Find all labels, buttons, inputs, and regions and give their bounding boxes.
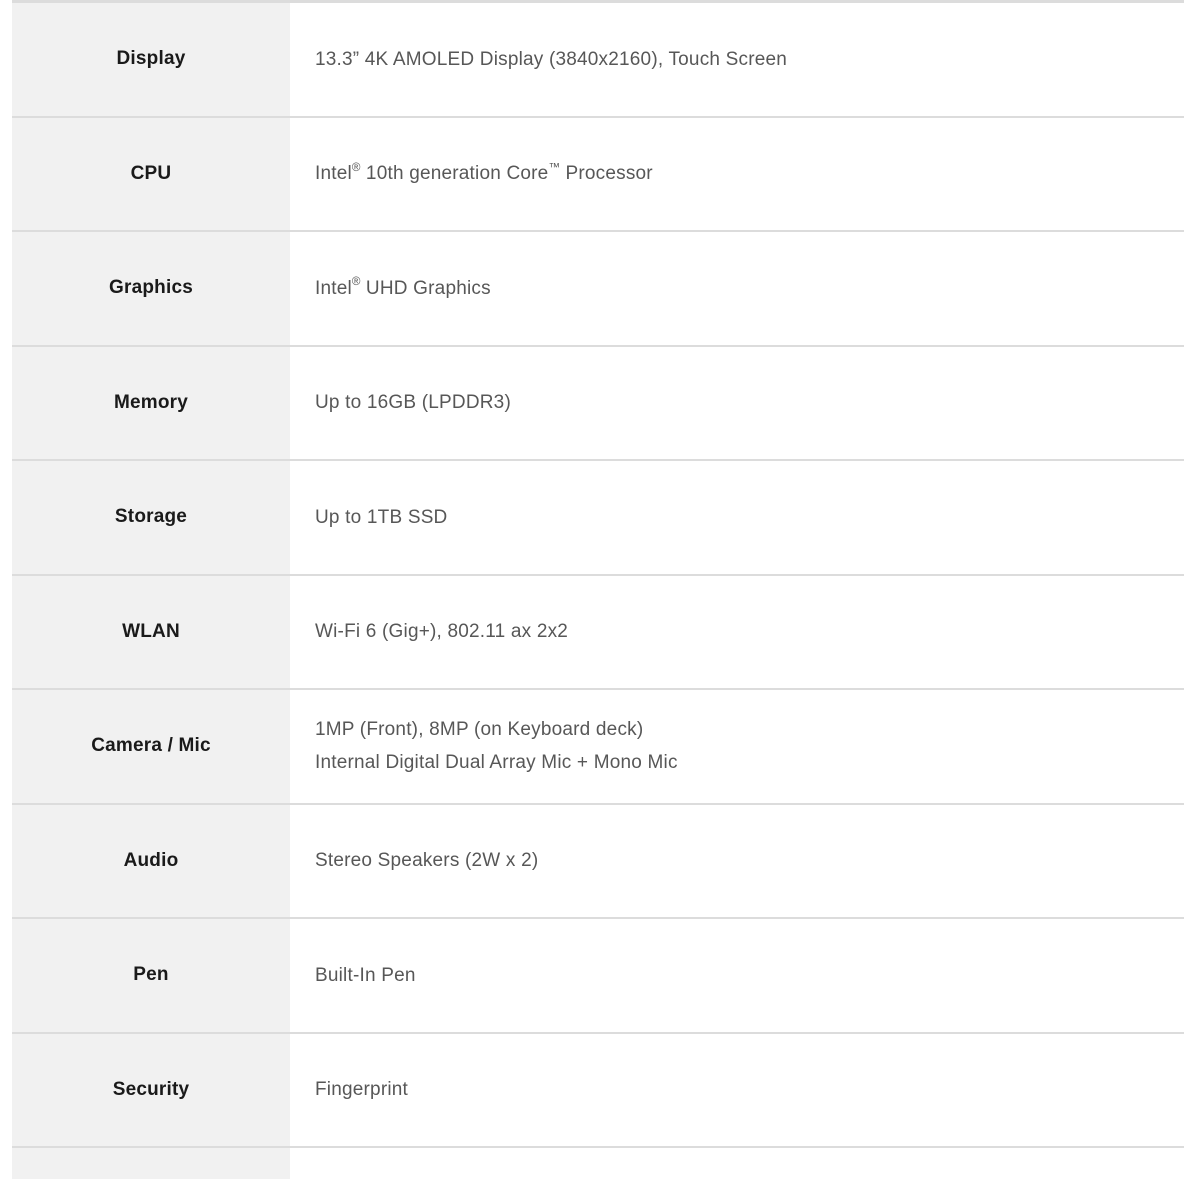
spec-value-text: Wi-Fi 6 (Gig+), 802.11 ax 2x2 [315, 621, 569, 643]
spec-label-camera-mic: Camera / Mic [12, 690, 290, 803]
spec-value-camera-mic [290, 690, 1184, 803]
spec-label-display: Display [12, 3, 290, 116]
spec-value-text: Built-In Pen [315, 964, 416, 986]
spec-value-partial [290, 1148, 1184, 1179]
spec-label-pen: Pen [12, 919, 290, 1032]
spec-value-audio [290, 805, 1184, 918]
spec-value-display [290, 3, 1184, 116]
spec-value-graphics [290, 232, 1184, 345]
spec-value-security [290, 1034, 1184, 1147]
spec-value-text [315, 272, 1164, 305]
brand-text: Intel [315, 163, 352, 185]
spec-value-text: Up to 1TB SSD [315, 506, 448, 528]
spec-row-camera-mic [12, 690, 1184, 805]
spec-value-text: Stereo Speakers (2W x 2) [315, 850, 539, 872]
value-text: Processor [560, 163, 653, 185]
registered-trademark-symbol: ® [351, 161, 361, 174]
value-text: 10th generation Core [360, 163, 549, 185]
spec-value-text: Fingerprint [315, 1079, 409, 1101]
spec-label-storage: Storage [12, 461, 290, 574]
spec-table [12, 0, 1184, 1179]
spec-value-text: Up to 16GB (LPDDR3) [315, 392, 511, 414]
spec-row-graphics [12, 232, 1184, 347]
spec-row-display [12, 3, 1184, 118]
spec-label-wlan: WLAN [12, 576, 290, 689]
spec-value-text-line-1: 1MP (Front), 8MP (on Keyboard deck) [315, 719, 644, 741]
spec-row-memory [12, 347, 1184, 462]
spec-row-cpu [12, 118, 1184, 233]
registered-trademark-symbol: ® [351, 276, 361, 289]
spec-value-memory [290, 347, 1184, 460]
spec-row-partial [12, 1148, 1184, 1179]
spec-row-pen [12, 919, 1184, 1034]
trademark-symbol: ™ [548, 161, 561, 174]
spec-label-security: Security [12, 1034, 290, 1147]
spec-row-storage [12, 461, 1184, 576]
brand-text: Intel [315, 277, 352, 299]
spec-label-cpu: CPU [12, 118, 290, 231]
spec-value-storage [290, 461, 1184, 574]
spec-value-text [315, 157, 1164, 190]
spec-row-wlan [12, 576, 1184, 691]
value-text: UHD Graphics [360, 277, 491, 299]
spec-value-text-line-2: Internal Digital Dual Array Mic + Mono Mic [315, 752, 678, 774]
spec-label-graphics: Graphics [12, 232, 290, 345]
spec-label-partial [12, 1148, 290, 1179]
spec-value-pen [290, 919, 1184, 1032]
spec-label-memory: Memory [12, 347, 290, 460]
spec-value-wlan [290, 576, 1184, 689]
spec-value-cpu [290, 118, 1184, 231]
spec-row-audio [12, 805, 1184, 920]
spec-label-audio: Audio [12, 805, 290, 918]
spec-value-text: 13.3” 4K AMOLED Display (3840x2160), Touch Screen [315, 48, 788, 70]
spec-row-security [12, 1034, 1184, 1149]
